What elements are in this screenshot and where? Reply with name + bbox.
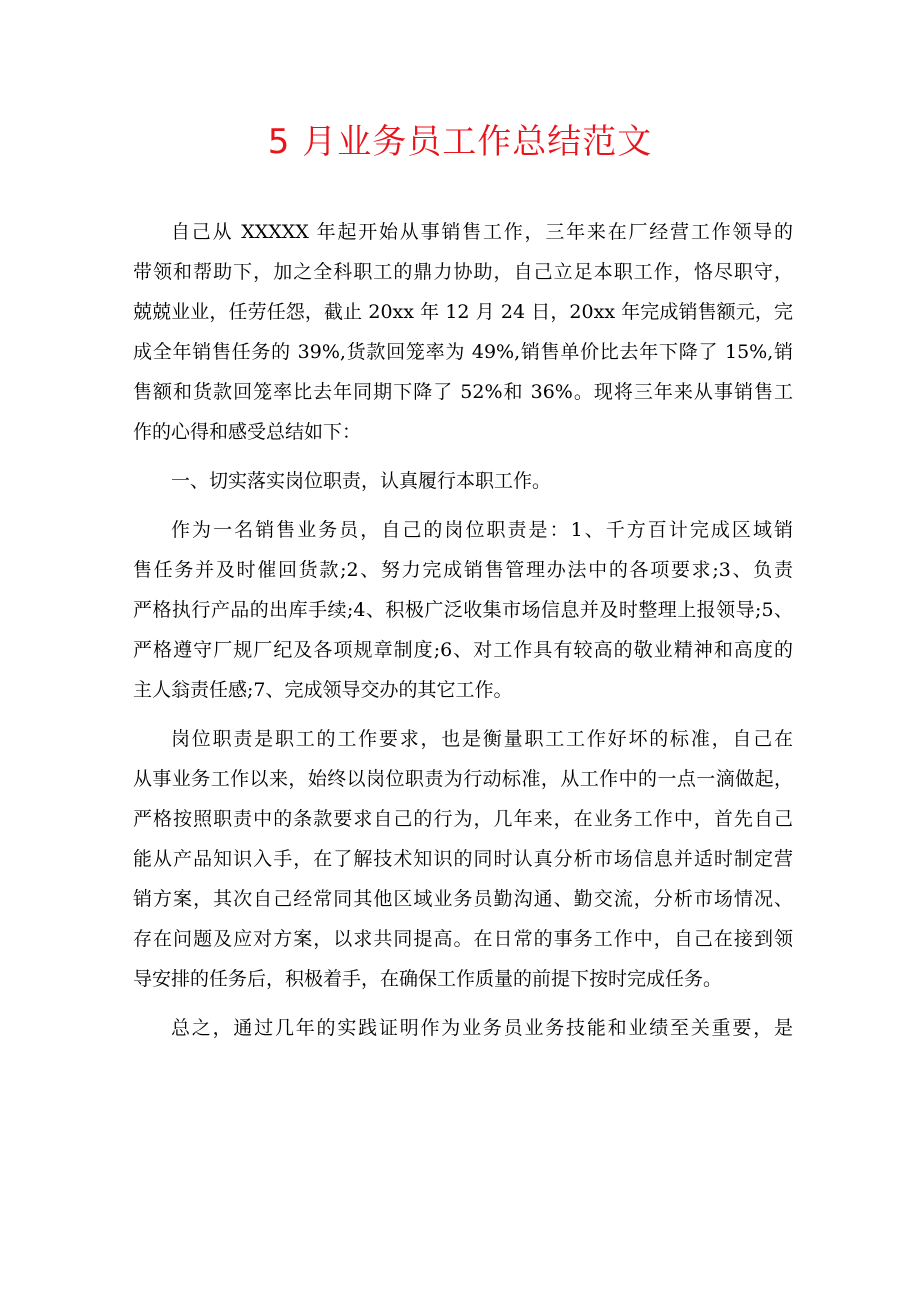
section-heading: 一、切实落实岗位职责，认真履行本职工作。 <box>171 470 552 492</box>
paragraph-1 <box>133 212 793 452</box>
text-line: 总之，通过几年的实践证明作为业务员业务技能和业绩至关重要，是 <box>171 1017 793 1039</box>
text-line: 成全年销售任务的 39%,货款回笼率为 49%,销售单价比去年下降了 15%,销 <box>133 341 793 363</box>
text-line: 能从产品知识入手，在了解技术知识的同时认真分析市场信息并适时制定营 <box>133 848 793 870</box>
paragraph-2 <box>133 510 793 710</box>
text-line: 存在问题及应对方案，以求共同提高。在日常的事务工作中，自己在接到领 <box>133 928 793 950</box>
document-body <box>133 212 793 1048</box>
document-title: 5 月业务员工作总结范文 <box>267 122 653 162</box>
text-line: 作为一名销售业务员，自己的岗位职责是：1、千方百计完成区域销 <box>171 519 793 541</box>
text-line: 严格遵守厂规厂纪及各项规章制度;6、对工作具有较高的敬业精神和高度的 <box>133 639 793 661</box>
text-line: 作的心得和感受总结如下： <box>133 421 362 443</box>
text-line: 严格执行产品的出库手续;4、积极广泛收集市场信息并及时整理上报领导;5、 <box>133 599 793 621</box>
text-line: 售任务并及时催回货款;2、努力完成销售管理办法中的各项要求;3、负责 <box>133 559 793 581</box>
text-line: 主人翁责任感;7、完成领导交办的其它工作。 <box>133 679 513 701</box>
text-line: 带领和帮助下，加之全科职工的鼎力协助，自己立足本职工作，恪尽职守， <box>133 261 793 283</box>
text-line: 销方案，其次自己经常同其他区域业务员勤沟通、勤交流，分析市场情况、 <box>133 888 793 910</box>
text-line: 兢兢业业，任劳任怨，截止 20xx 年 12 月 24 日，20xx 年完成销售额元，完 <box>133 301 793 323</box>
text-line: 售额和货款回笼率比去年同期下降了 52%和 36%。现将三年来从事销售工 <box>133 381 793 403</box>
text-line: 岗位职责是职工的工作要求，也是衡量职工工作好坏的标准，自己在 <box>171 728 793 750</box>
text-line: 自己从 XXXXX 年起开始从事销售工作，三年来在厂经营工作领导的 <box>171 221 793 243</box>
text-line: 严格按照职责中的条款要求自己的行为，几年来，在业务工作中，首先自己 <box>133 808 793 830</box>
text-line: 导安排的任务后，积极着手，在确保工作质量的前提下按时完成任务。 <box>133 968 723 990</box>
paragraph-4 <box>133 1008 793 1048</box>
text-line: 从事业务工作以来，始终以岗位职责为行动标准，从工作中的一点一滴做起， <box>133 768 793 790</box>
paragraph-heading-1 <box>133 461 793 501</box>
paragraph-3 <box>133 719 793 999</box>
